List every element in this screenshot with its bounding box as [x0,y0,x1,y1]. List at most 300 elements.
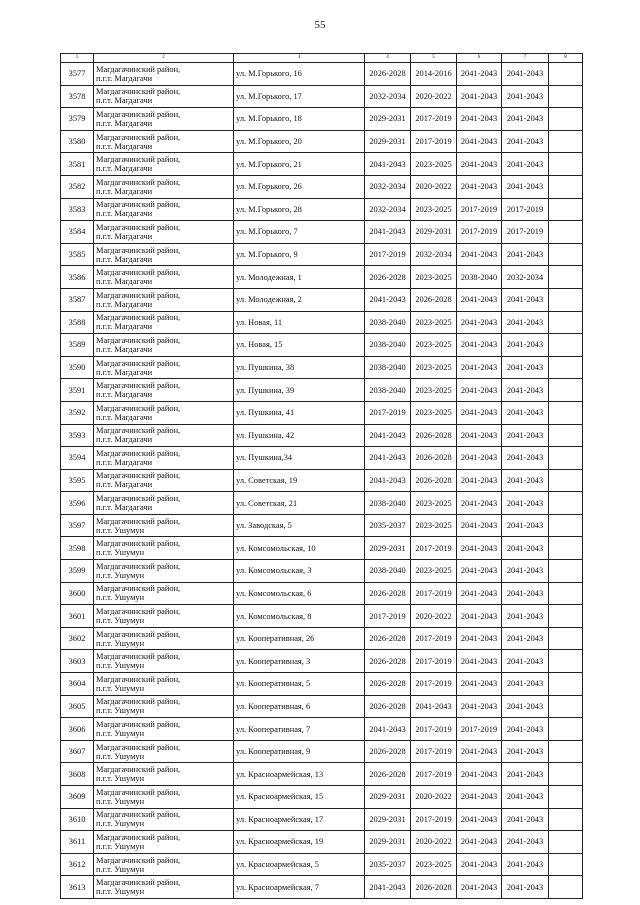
note-col8 [549,130,583,153]
period-col6: 2041-2043 [457,424,502,447]
period-col7: 2041-2043 [502,627,549,650]
column-number-row [61,54,583,63]
period-col4: 2038-2040 [365,311,411,334]
row-number: 3579 [61,108,94,131]
period-col4: 2029-2031 [365,831,411,854]
address-cell: ул. Кооперативная, 26 [234,627,365,650]
address-cell: ул. Молодежная, 1 [234,266,365,289]
note-col8 [549,650,583,673]
period-col5: 2023-2025 [411,560,457,583]
period-col5: 2023-2025 [411,379,457,402]
district-cell [94,130,234,153]
district-cell [94,108,234,131]
district-line: п.г.т. Ушумун [96,570,145,580]
period-col6: 2041-2043 [457,447,502,470]
period-col6: 2041-2043 [457,401,502,424]
district-line: п.г.т. Ушумун [96,729,145,739]
table-row [61,740,583,763]
period-col6: 2041-2043 [457,492,502,515]
table-body [61,63,583,899]
district-cell [94,808,234,831]
row-number: 3609 [61,786,94,809]
table-row [61,718,583,741]
period-col5: 2017-2019 [411,650,457,673]
period-col5: 2023-2025 [411,492,457,515]
period-col4: 2041-2043 [365,153,411,176]
period-col5: 2041-2043 [411,695,457,718]
period-col7: 2041-2043 [502,740,549,763]
note-col8 [549,605,583,628]
address-cell: ул. М.Горького, 7 [234,221,365,244]
table-row [61,492,583,515]
period-col4: 2041-2043 [365,424,411,447]
district-line: Магдагачинский район, [96,607,181,617]
table-row [61,221,583,244]
table-row [61,447,583,470]
period-col4: 2038-2040 [365,560,411,583]
period-col4: 2017-2019 [365,605,411,628]
district-line: Магдагачинский район, [96,720,181,730]
district-line: п.г.т. Ушумун [96,774,145,784]
row-number: 3603 [61,650,94,673]
district-line: п.г.т. Магдагачи [96,254,153,264]
address-cell: ул. Красноармейская, 17 [234,808,365,831]
column-number: 6 [457,54,502,63]
table-row [61,379,583,402]
note-col8 [549,175,583,198]
period-col5: 2014-2016 [411,63,457,86]
address-cell: ул. Комсомольская, 3 [234,560,365,583]
district-line: п.г.т. Магдагачи [96,390,153,400]
period-col5: 2032-2034 [411,243,457,266]
period-col6: 2041-2043 [457,288,502,311]
address-cell: ул. Новая, 11 [234,311,365,334]
district-line: п.г.т. Магдагачи [96,480,153,490]
district-cell [94,786,234,809]
note-col8 [549,153,583,176]
period-col5: 2020-2022 [411,605,457,628]
district-cell [94,379,234,402]
period-col6: 2041-2043 [457,537,502,560]
period-col5: 2023-2025 [411,153,457,176]
district-line: Магдагачинский район, [96,674,181,684]
table-row [61,85,583,108]
period-col5: 2017-2019 [411,108,457,131]
row-number: 3577 [61,63,94,86]
district-line: п.г.т. Магдагачи [96,164,153,174]
note-col8 [549,582,583,605]
row-number: 3597 [61,514,94,537]
note-col8 [549,85,583,108]
period-col7: 2041-2043 [502,537,549,560]
district-line: п.г.т. Магдагачи [96,299,153,309]
table-row [61,108,583,131]
district-cell [94,718,234,741]
row-number: 3601 [61,605,94,628]
period-col7: 2041-2043 [502,108,549,131]
period-col4: 2026-2028 [365,695,411,718]
table-row [61,469,583,492]
row-number: 3612 [61,853,94,876]
period-col6: 2041-2043 [457,63,502,86]
note-col8 [549,447,583,470]
period-col4: 2029-2031 [365,108,411,131]
period-col6: 2041-2043 [457,130,502,153]
address-cell: ул. М.Горького, 17 [234,85,365,108]
table-row [61,243,583,266]
period-col6: 2041-2043 [457,153,502,176]
district-line: п.г.т. Магдагачи [96,141,153,151]
page-number: 55 [314,19,326,31]
district-line: Магдагачинский район, [96,335,181,345]
table-row [61,175,583,198]
address-cell: ул. Советская, 21 [234,492,365,515]
period-col4: 2038-2040 [365,334,411,357]
row-number: 3580 [61,130,94,153]
note-col8 [549,108,583,131]
district-line: п.г.т. Ушумун [96,819,145,829]
period-col5: 2017-2019 [411,808,457,831]
district-line: п.г.т. Ушумун [96,593,145,603]
address-cell: ул. Пушкина, 41 [234,401,365,424]
note-col8 [549,401,583,424]
district-cell [94,876,234,899]
district-cell [94,63,234,86]
address-cell: ул. Кооперативная, 7 [234,718,365,741]
period-col5: 2020-2022 [411,85,457,108]
row-number: 3587 [61,288,94,311]
address-cell: ул. М.Горького, 18 [234,108,365,131]
note-col8 [549,627,583,650]
district-cell [94,243,234,266]
row-number: 3591 [61,379,94,402]
period-col7: 2041-2043 [502,650,549,673]
row-number: 3598 [61,537,94,560]
district-line: Магдагачинский район, [96,787,181,797]
address-cell: ул. Пушкина, 42 [234,424,365,447]
district-line: Магдагачинский район, [96,516,181,526]
period-col6: 2041-2043 [457,311,502,334]
period-col6: 2041-2043 [457,85,502,108]
district-line: п.г.т. Магдагачи [96,96,153,106]
table-row [61,266,583,289]
period-col5: 2026-2028 [411,424,457,447]
period-col4: 2032-2034 [365,85,411,108]
address-cell: ул. Пушкина, 39 [234,379,365,402]
address-cell: ул. Красноармейская, 19 [234,831,365,854]
table-row [61,695,583,718]
district-line: Магдагачинский район, [96,878,181,888]
district-line: Магдагачинский район, [96,652,181,662]
district-line: п.г.т. Ушумун [96,525,145,535]
district-line: п.г.т. Ушумун [96,751,145,761]
period-col7: 2032-2034 [502,266,549,289]
district-line: Магдагачинский район, [96,381,181,391]
period-col6: 2041-2043 [457,673,502,696]
district-cell [94,627,234,650]
address-cell: ул. Красноармейская, 5 [234,853,365,876]
period-col7: 2041-2043 [502,334,549,357]
note-col8 [549,492,583,515]
period-col5: 2017-2019 [411,537,457,560]
table-row [61,673,583,696]
district-line: Магдагачинский район, [96,64,181,74]
period-col7: 2041-2043 [502,786,549,809]
period-col6: 2041-2043 [457,175,502,198]
period-col7: 2041-2043 [502,560,549,583]
table-row [61,334,583,357]
row-number: 3611 [61,831,94,854]
period-col5: 2026-2028 [411,447,457,470]
row-number: 3595 [61,469,94,492]
column-number: 4 [365,54,411,63]
period-col4: 2029-2031 [365,537,411,560]
row-number: 3582 [61,175,94,198]
district-line: Магдагачинский район, [96,313,181,323]
district-line: Магдагачинский район, [96,268,181,278]
note-col8 [549,695,583,718]
period-col6: 2041-2043 [457,379,502,402]
period-col6: 2017-2019 [457,198,502,221]
district-line: Магдагачинский район, [96,87,181,97]
period-col6: 2038-2040 [457,266,502,289]
district-line: Магдагачинский район, [96,742,181,752]
period-col7: 2041-2043 [502,379,549,402]
period-col4: 2029-2031 [365,786,411,809]
district-line: Магдагачинский район, [96,832,181,842]
note-col8 [549,740,583,763]
period-col7: 2041-2043 [502,447,549,470]
note-col8 [549,243,583,266]
period-col4: 2035-2037 [365,514,411,537]
period-col7: 2041-2043 [502,831,549,854]
period-col6: 2041-2043 [457,243,502,266]
period-col6: 2041-2043 [457,356,502,379]
period-col5: 2020-2022 [411,831,457,854]
period-col5: 2017-2019 [411,627,457,650]
period-col4: 2041-2043 [365,221,411,244]
district-cell [94,469,234,492]
row-number: 3604 [61,673,94,696]
column-number: 8 [549,54,583,63]
period-col4: 2032-2034 [365,198,411,221]
period-col6: 2041-2043 [457,876,502,899]
table-row [61,514,583,537]
table-row [61,627,583,650]
period-col5: 2029-2031 [411,221,457,244]
note-col8 [549,221,583,244]
period-col5: 2023-2025 [411,198,457,221]
period-col6: 2041-2043 [457,740,502,763]
column-number: 7 [502,54,549,63]
period-col5: 2026-2028 [411,876,457,899]
district-line: п.г.т. Ушумун [96,683,145,693]
table-row [61,560,583,583]
period-col4: 2038-2040 [365,379,411,402]
address-cell: ул. Пушкина, 38 [234,356,365,379]
period-col5: 2023-2025 [411,356,457,379]
district-line: Магдагачинский район, [96,132,181,142]
address-cell: ул. Красноармейская, 13 [234,763,365,786]
district-cell [94,288,234,311]
table-row [61,605,583,628]
period-col7: 2041-2043 [502,356,549,379]
address-cell: ул. Пушкина,34 [234,447,365,470]
row-number: 3590 [61,356,94,379]
district-cell [94,831,234,854]
district-cell [94,650,234,673]
period-col5: 2017-2019 [411,763,457,786]
district-cell [94,356,234,379]
period-col6: 2041-2043 [457,763,502,786]
table-row [61,288,583,311]
address-cell: ул. М.Горького, 21 [234,153,365,176]
district-line: п.г.т. Магдагачи [96,209,153,219]
district-line: п.г.т. Ушумун [96,638,145,648]
district-line: Магдагачинский район, [96,426,181,436]
address-cell: ул. М.Горького, 20 [234,130,365,153]
district-line: Магдагачинский район, [96,403,181,413]
period-col5: 2020-2022 [411,175,457,198]
district-line: п.г.т. Магдагачи [96,277,153,287]
address-cell: ул. Заводская, 5 [234,514,365,537]
period-col7: 2041-2043 [502,853,549,876]
address-cell: ул. Комсомольская, 8 [234,605,365,628]
address-cell: ул. Комсомольская, 6 [234,582,365,605]
period-col6: 2041-2043 [457,808,502,831]
period-col4: 2026-2028 [365,266,411,289]
district-line: Магдагачинский район, [96,629,181,639]
period-col4: 2041-2043 [365,876,411,899]
period-col4: 2017-2019 [365,243,411,266]
district-line: Магдагачинский район, [96,155,181,165]
note-col8 [549,560,583,583]
row-number: 3608 [61,763,94,786]
period-col7: 2041-2043 [502,695,549,718]
district-cell [94,153,234,176]
district-cell [94,175,234,198]
note-col8 [549,763,583,786]
period-col4: 2026-2028 [365,63,411,86]
table-row [61,808,583,831]
period-col4: 2038-2040 [365,356,411,379]
district-line: Магдагачинский район, [96,494,181,504]
table-row [61,876,583,899]
district-line: п.г.т. Ушумун [96,706,145,716]
district-line: Магдагачинский район, [96,245,181,255]
period-col4: 2026-2028 [365,740,411,763]
address-cell: ул. Кооперативная, 5 [234,673,365,696]
district-line: п.г.т. Ушумун [96,841,145,851]
period-col5: 2023-2025 [411,514,457,537]
district-line: Магдагачинский район, [96,539,181,549]
period-col6: 2041-2043 [457,514,502,537]
table-row [61,130,583,153]
table-row [61,401,583,424]
period-col7: 2041-2043 [502,243,549,266]
note-col8 [549,288,583,311]
district-cell [94,85,234,108]
district-cell [94,424,234,447]
column-number: 1 [61,54,94,63]
address-cell: ул. М.Горького, 26 [234,175,365,198]
period-col7: 2041-2043 [502,311,549,334]
district-cell [94,334,234,357]
note-col8 [549,469,583,492]
period-col4: 2041-2043 [365,718,411,741]
address-cell: ул. Молодежная, 2 [234,288,365,311]
period-col7: 2017-2019 [502,221,549,244]
address-cell: ул. М.Горького, 9 [234,243,365,266]
address-cell: ул. М.Горького, 16 [234,63,365,86]
period-col4: 2017-2019 [365,401,411,424]
district-cell [94,740,234,763]
row-number: 3605 [61,695,94,718]
row-number: 3586 [61,266,94,289]
row-number: 3596 [61,492,94,515]
district-cell [94,605,234,628]
district-line: п.г.т. Магдагачи [96,322,153,332]
table-row [61,582,583,605]
note-col8 [549,876,583,899]
table-row [61,356,583,379]
period-col6: 2041-2043 [457,786,502,809]
table-row [61,537,583,560]
note-col8 [549,356,583,379]
period-col5: 2023-2025 [411,334,457,357]
row-number: 3594 [61,447,94,470]
period-col6: 2041-2043 [457,853,502,876]
address-cell: ул. Комсомольская, 10 [234,537,365,560]
table-row [61,650,583,673]
row-number: 3600 [61,582,94,605]
district-line: Магдагачинский район, [96,358,181,368]
district-line: п.г.т. Ушумун [96,616,145,626]
district-line: п.г.т. Магдагачи [96,118,153,128]
district-line: Магдагачинский район, [96,471,181,481]
period-col6: 2041-2043 [457,334,502,357]
district-line: п.г.т. Ушумун [96,887,145,897]
period-col7: 2041-2043 [502,605,549,628]
district-line: Магдагачинский район, [96,448,181,458]
period-col5: 2023-2025 [411,311,457,334]
address-cell: ул. Красноармейская, 7 [234,876,365,899]
district-line: Магдагачинский район, [96,697,181,707]
note-col8 [549,853,583,876]
period-col6: 2041-2043 [457,469,502,492]
table-row [61,786,583,809]
period-col4: 2041-2043 [365,447,411,470]
district-cell [94,695,234,718]
district-cell [94,266,234,289]
district-cell [94,492,234,515]
period-col4: 2026-2028 [365,673,411,696]
period-col7: 2041-2043 [502,718,549,741]
table-row [61,853,583,876]
row-number: 3610 [61,808,94,831]
district-line: п.г.т. Ушумун [96,661,145,671]
row-number: 3607 [61,740,94,763]
table-row [61,311,583,334]
period-col7: 2041-2043 [502,469,549,492]
address-cell: ул. Кооперативная, 6 [234,695,365,718]
period-col7: 2041-2043 [502,130,549,153]
district-cell [94,221,234,244]
table-row [61,763,583,786]
row-number: 3599 [61,560,94,583]
period-col7: 2041-2043 [502,514,549,537]
district-line: п.г.т. Магдагачи [96,73,153,83]
